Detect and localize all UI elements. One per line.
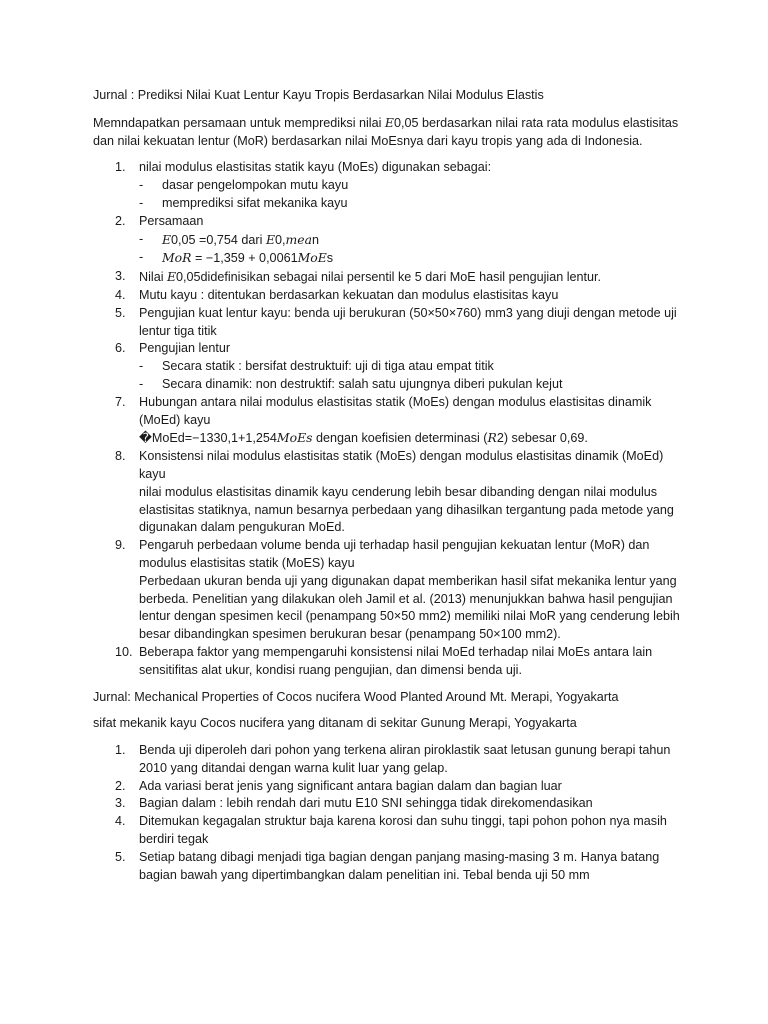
list-item: 3. Bagian dalam : lebih rendah dari mutu E10 SNI sehingga tidak direkomendasikan	[115, 796, 593, 811]
list-item: 9. Pengaruh perbedaan volume benda uji terhadap hasil pengujian kekuatan lentur (MoR) dan modulus elastisitas statik (MoES) kayu Perbedaan ukuran benda uji yang digunakan dapat memberikan hasil sifat mekanika lentur yang berbeda. Penelitian yang dilakukan oleh Jamil et al. (2013) menunjukkan bahwa hasil pengujian lentur dengan spesimen kecil (penampang 50×50 mm2) memiliki nilai MoR yang cenderung lebih besar dibandingkan spesimen berukuran besar (penampang 50×100 mm2).	[115, 538, 680, 642]
journal1-list	[93, 159, 683, 679]
document-body	[93, 87, 683, 884]
list-item: 10. Beberapa faktor yang mempengaruhi konsistensi nilai MoEd terhadap nilai MoEs antara lain sensitifitas alat ukur, kondisi ruang pengujian, dan dimensi benda uji.	[115, 644, 653, 677]
list-item: 2. Persamaan - E0,05 =0,754 dari E0,mean - MoR = −1,359 + 0,0061MoEs	[93, 213, 683, 268]
list-item: 6. Pengujian lentur - Secara statik : bersifat destruktuif: uji di tiga atau empat titik - Secara dinamik: non destruktif: salah satu ujungnya diberi pukulan kejut	[93, 340, 683, 393]
journal1-intro: Memndapatkan persamaan untuk memprediksi nilai E0,05 berdasarkan nilai rata rata modulus elastisitas dan nilai kekuatan lentur (MoR) berdasarkan nilai MoEsnya dari kayu tropis yang ada di Indonesia.	[93, 114, 679, 148]
journal2-list	[93, 742, 683, 884]
journal2-intro: sifat mekanik kayu Cocos nucifera yang ditanam di sekitar Gunung Merapi, Yogyakarta	[93, 716, 577, 731]
sub-list	[139, 231, 683, 269]
list-item: 1. Benda uji diperoleh dari pohon yang terkena aliran piroklastik saat letusan gunung berapi tahun 2010 yang ditandai dengan warna kulit luar yang gelap.	[115, 743, 671, 775]
journal1-title: Jurnal : Prediksi Nilai Kuat Lentur Kayu Tropis Berdasarkan Nilai Modulus Elastis	[93, 88, 544, 102]
journal2-title: Jurnal: Mechanical Properties of Cocos nucifera Wood Planted Around Mt. Merapi, Yogyakarta	[93, 689, 619, 704]
equation-1: - E0,05 =0,754 dari E0,mean	[139, 231, 319, 247]
sub-list-item: - Secara statik : bersifat destruktuif: uji di tiga atau empat titik	[139, 359, 494, 374]
list-item: 4. Ditemukan kegagalan struktur baja karena korosi dan suhu tinggi, tapi pohon pohon nya masih berdiri tegak	[115, 814, 667, 847]
list-item: 5. Pengujian kuat lentur kayu: benda uji berukuran (50×50×760) mm3 yang diuji dengan metode uji lentur tiga titik	[115, 305, 677, 338]
list-item: 7. Hubungan antara nilai modulus elastisitas statik (MoEs) dengan modulus elastisitas dinamik (MoEd) kayu �MoEd=−1330,1+1,254MoEs dengan koefisien determinasi (R2) sebesar 0,69.	[115, 394, 652, 446]
sub-list	[139, 177, 683, 213]
list-item: 5. Setiap batang dibagi menjadi tiga bagian dengan panjang masing-masing 3 m. Hanya batang bagian bawah yang dipertimbangkan dalam penelitian ini. Tebal benda uji 50 mm	[115, 849, 660, 882]
list-item: 4. Mutu kayu : ditentukan berdasarkan kekuatan dan modulus elastisitas kayu	[115, 287, 559, 302]
list-item: 3. Nilai E0,05didefinisikan sebagai nilai persentil ke 5 dari MoE hasil pengujian lentur.	[115, 269, 602, 285]
list-item: 8. Konsistensi nilai modulus elastisitas statik (MoEs) dengan modulus elastisitas dinamik (MoEd) kayu nilai modulus elastisitas dinamik kayu cenderung lebih besar dibanding dengan nilai modulus elastisitas statiknya, namun besarnya perbedaan yang dihasilkan tergantung pada metode yang digunakan dalam pengukuran MoEd.	[115, 449, 674, 535]
sub-list-item: - dasar pengelompokan mutu kayu	[139, 178, 349, 193]
list-item: 2. Ada variasi berat jenis yang significant antara bagian dalam dan bagian luar	[115, 778, 562, 793]
sub-list	[139, 358, 683, 394]
sub-list-item: - memprediksi sifat mekanika kayu	[139, 195, 348, 210]
list-item: 1. nilai modulus elastisitas statik kayu (MoEs) digunakan sebagai: - dasar pengelompokan mutu kayu - memprediksi sifat mekanika kayu	[93, 159, 683, 212]
equation-2: - MoR = −1,359 + 0,0061MoEs	[139, 250, 334, 266]
sub-list-item: - Secara dinamik: non destruktif: salah satu ujungnya diberi pukulan kejut	[139, 376, 563, 391]
regression-formula: �MoEd=−1330,1+1,254MoEs dengan koefisien determinasi (R2) sebesar 0,69.	[139, 430, 588, 446]
